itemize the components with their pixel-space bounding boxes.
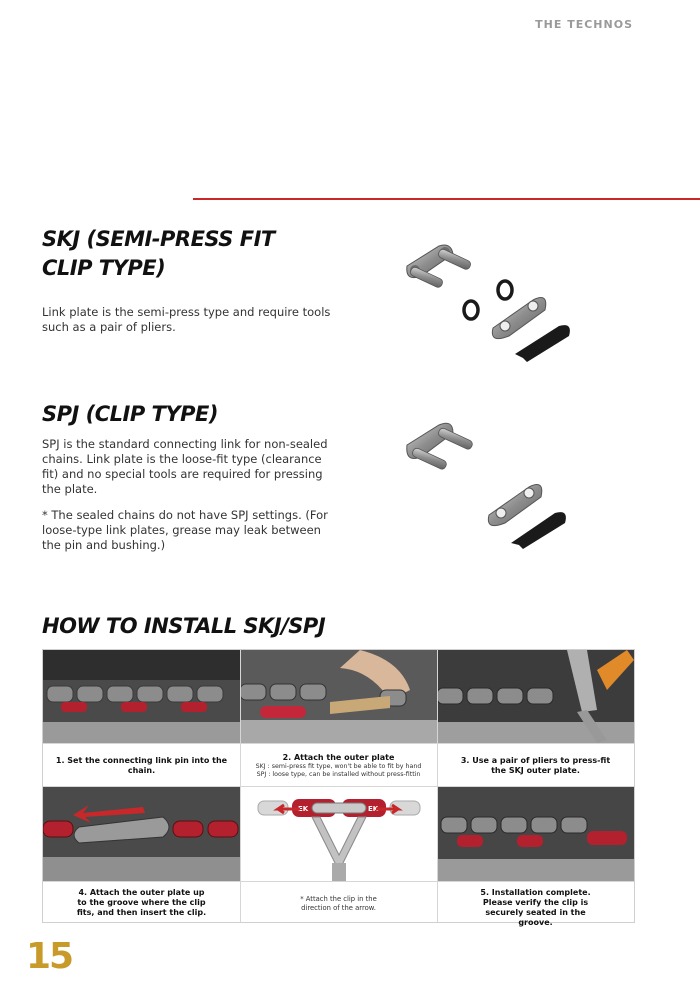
skj-link-image bbox=[393, 238, 583, 378]
skj-title bbox=[42, 225, 342, 283]
spj-note: * The sealed chains do not have SPJ settings. (For loose-type link plates, grease may leak between the pin and bushing.) bbox=[42, 508, 328, 552]
spj-title: SPJ (CLIP TYPE) bbox=[42, 402, 218, 426]
skj-title-line2: CLIP TYPE) bbox=[42, 256, 166, 280]
grid-divider bbox=[43, 881, 634, 882]
step4-photo bbox=[43, 787, 240, 881]
diagram-label-right: EK bbox=[368, 805, 379, 813]
header-brand: THE TECHNOS bbox=[535, 18, 633, 31]
grid-divider bbox=[437, 650, 438, 922]
step2-caption: 2. Attach the outer plate SKJ : semi-press fit type, won't be able to fit by hand SPJ : loose type, can be installed without press-fittin bbox=[243, 753, 434, 779]
skj-title-line1: SKJ (SEMI-PRESS FIT bbox=[42, 227, 275, 251]
diagram-label-left: EK bbox=[298, 805, 309, 813]
step5-caption: 5. Installation complete. Please verify the clip is securely seated in the groove. bbox=[480, 888, 591, 927]
step1-caption: 1. Set the connecting link pin into the chain. bbox=[55, 756, 228, 775]
step4b-caption: * Attach the clip in the direction of the arrow. bbox=[300, 895, 377, 912]
red-divider bbox=[193, 198, 700, 200]
step5-photo bbox=[437, 787, 634, 881]
step2-photo bbox=[240, 650, 437, 743]
step4-caption: 4. Attach the outer plate up to the groove where the clip fits, and then insert the clip. bbox=[76, 888, 207, 917]
grid-divider bbox=[240, 650, 241, 922]
spj-description: SPJ is the standard connecting link for non-sealed chains. Link plate is the loose-fit type (clearance fit) and no special tools are required for pressing the plate. bbox=[42, 437, 328, 496]
grid-divider bbox=[43, 743, 634, 744]
step3-caption: 3. Use a pair of pliers to press-fit the SKJ outer plate. bbox=[460, 756, 611, 775]
step2-note-skj: SKJ : semi-press fit type, won't be able to fit by hand bbox=[255, 763, 422, 770]
step3-photo bbox=[437, 650, 634, 743]
install-title: HOW TO INSTALL SKJ/SPJ bbox=[42, 614, 326, 638]
skj-description: Link plate is the semi-press type and require tools such as a pair of pliers. bbox=[42, 305, 331, 334]
install-steps-grid bbox=[42, 649, 635, 927]
page-number: 15 bbox=[26, 936, 73, 977]
step1-photo bbox=[43, 650, 240, 743]
step4b-diagram bbox=[240, 787, 437, 881]
spj-link-image bbox=[393, 415, 583, 555]
step2-note-spj: SPJ : loose type, can be installed without press-fittin bbox=[256, 771, 421, 778]
